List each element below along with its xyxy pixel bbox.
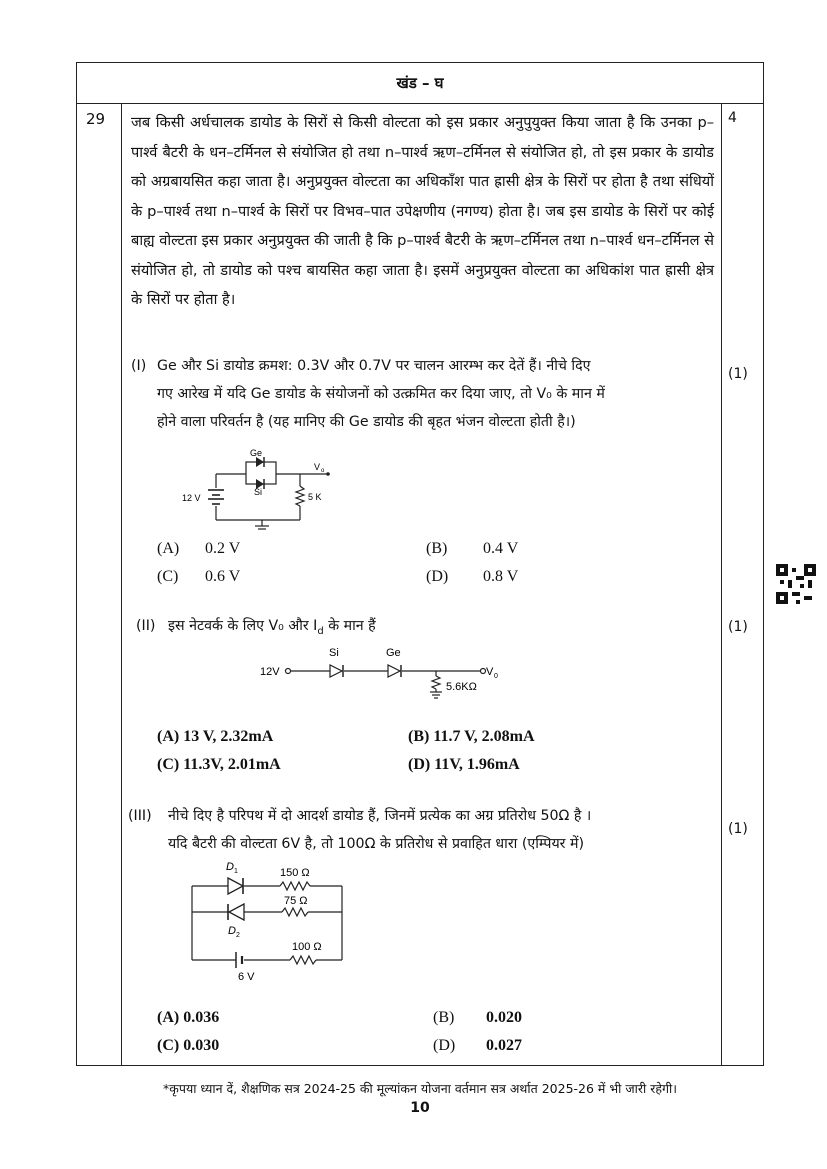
part3-line2: यदि बैटरी की वोल्टता 6V है, तो 100Ω के प्रतिरोध से प्रवाहित धारा (एम्पियर में) <box>168 836 585 852</box>
part1-resistor-label: 5 K <box>308 492 322 502</box>
header-divider <box>76 103 764 104</box>
part3-marks: (1) <box>728 821 748 837</box>
part3-r2-label: 75 Ω <box>284 895 308 907</box>
question-paragraph: जब किसी अर्धचालक डायोड के सिरों से किसी वोल्टता को इस प्रकार अनुपुयुक्त किया जाता है कि उनका p–पार्श्व बैटरी के धन–टर्मिनल से संयोजित हो तथा n–पार्श्व ऋण–टर्मिनल से संयोजित हो, तो इस प्रकार के डायोड को अग्रबायसित कहा जाता है। अनुप्रयुक्त वोल्टता का अधिकाँश पात ह्रासी क्षेत्र के सिरों पर होता है तथा संधियों के p–पार्श्व तथा n–पार्श्व के सिरों पर विभव–पात उपेक्षणीय (नगण्य) होता है। जब इस डायोड के सिरों पर कोई बाह्य वोल्टता इस प्रकार अनुप्रयुक्त की जाती है कि p–पार्श्व बैटरी के ऋण–टर्मिनल तथा n–पार्श्व धन–टर्मिनल से संयोजित हो, तो डायोड को पश्च बायसित कहा जाता है। इसमें अनुप्रयुक्त वोल्टता का अधिकांश पात ह्रासी क्षेत्र के सिरों पर होता है। <box>131 114 714 308</box>
part1-option-d-label: (D) <box>426 568 449 585</box>
section-title: खंड – घ <box>396 74 444 92</box>
part1-line3: होने वाला परिवर्तन है (यह मानिए की Ge डायोड की बृहत भंजन वोल्टता होती है।) <box>157 414 576 430</box>
question-number: 29 <box>86 110 106 128</box>
part3-d1-label: D <box>226 861 234 873</box>
si-diode-symbol <box>330 665 342 677</box>
part3-option-c: (C) 0.030 <box>157 1037 220 1054</box>
part1-si-label: Si <box>254 487 263 497</box>
d1-diode-symbol <box>228 878 243 894</box>
part1-option-b-value: 0.4 V <box>483 540 519 557</box>
part1-option-c-label: (C) <box>157 568 179 585</box>
d2-diode-symbol <box>229 904 244 920</box>
part2-question-text: इस नेटवर्क के लिए V₀ और I <box>168 618 318 634</box>
footer-note: *कृपया ध्यान दें, शैक्षणिक सत्र 2024-25 की मूल्यांकन योजना वर्तमान सत्र अर्थात 2025-26 में भी जारी रहेगी। <box>163 1081 677 1096</box>
part1-marks: (1) <box>728 366 748 382</box>
ge-diode-symbol <box>388 665 400 677</box>
part2-si-label: Si <box>329 647 339 659</box>
part2-vo-label: V <box>486 666 494 678</box>
part3-option-b-value: 0.020 <box>486 1009 522 1026</box>
part3-circuit-diagram <box>182 856 352 984</box>
question-marks: 4 <box>728 110 737 126</box>
part2-vo-sub: 0 <box>494 673 498 680</box>
column-divider-1 <box>121 103 122 1066</box>
part2-resistor-label: 5.6KΩ <box>446 681 477 693</box>
part3-line1: नीचे दिए है परिपथ में दो आदर्श डायोड हैं, जिनमें प्रत्येक का अग्र प्रतिरोध 50Ω है । <box>168 808 592 824</box>
part3-d2-sub: 2 <box>236 932 240 939</box>
part3-r1-label: 150 Ω <box>280 867 310 879</box>
page-number: 10 <box>410 1100 430 1116</box>
part3-d1-sub: 1 <box>234 868 238 875</box>
part3-option-a: (A) 0.036 <box>157 1009 220 1026</box>
column-divider-2 <box>721 103 722 1066</box>
ge-diode-symbol <box>256 457 264 467</box>
qr-code-icon <box>776 564 816 604</box>
part1-line1: Ge और Si डायोड क्रमश: 0.3V और 0.7V पर चालन आरम्भ कर देतें हैं। नीचे दिए <box>157 358 591 374</box>
part1-ge-label: Ge <box>250 448 263 458</box>
part3-option-d-label: (D) <box>433 1037 456 1054</box>
part3-option-b-label: (B) <box>433 1009 455 1026</box>
part2-option-c: (C) 11.3V, 2.01mA <box>157 756 281 773</box>
part1-line2: गए आरेख में यदि Ge डायोड के संयोजनों को उत्क्रमित कर दिया जाए, तो V₀ के मान में <box>157 386 605 402</box>
part1-option-b-label: (B) <box>426 540 448 557</box>
part1-option-c-value: 0.6 V <box>205 568 241 585</box>
part3-option-d-value: 0.027 <box>486 1037 522 1054</box>
part2-marks: (1) <box>728 619 748 635</box>
part1-label: (I) <box>131 358 147 374</box>
part1-option-d-value: 0.8 V <box>483 568 519 585</box>
part3-d2-label: D <box>228 925 236 937</box>
part2-circuit-diagram <box>256 644 506 700</box>
part2-question-sub: d <box>317 625 324 637</box>
part2-question-end: के मान हैं <box>323 618 376 634</box>
part1-option-a-label: (A) <box>157 540 180 557</box>
part1-option-a-value: 0.2 V <box>205 540 241 557</box>
part2-option-d: (D) 11V, 1.96mA <box>408 756 520 773</box>
part3-battery-label: 6 V <box>238 971 255 983</box>
part3-label: (III) <box>128 808 152 824</box>
part3-r3-label: 100 Ω <box>292 941 322 953</box>
part2-option-a: (A) 13 V, 2.32mA <box>157 728 274 745</box>
part2-ge-label: Ge <box>386 647 401 659</box>
part2-option-b: (B) 11.7 V, 2.08mA <box>408 728 535 745</box>
part1-vo-label: V <box>314 462 321 472</box>
part2-source-label: 12V <box>260 666 280 678</box>
part2-label: (II) <box>136 618 156 634</box>
part1-vo-sub: o <box>321 468 325 474</box>
part1-circuit-diagram <box>178 448 348 530</box>
part2-question <box>168 612 376 646</box>
part1-battery-label: 12 V <box>182 493 201 503</box>
